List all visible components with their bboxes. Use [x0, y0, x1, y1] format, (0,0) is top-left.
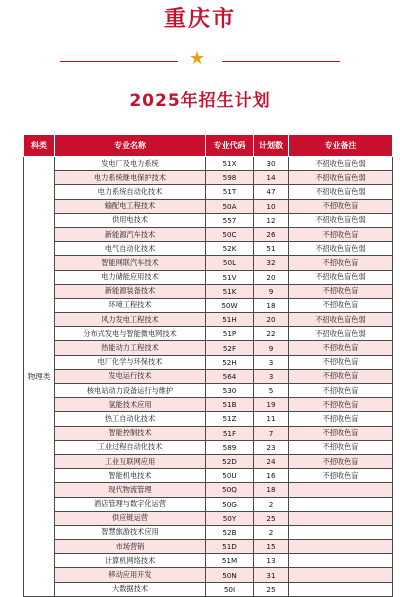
remarks-cell	[289, 568, 393, 582]
plan-count-cell: 13	[254, 554, 289, 568]
plan-count-cell: 20	[254, 313, 289, 327]
plan-count-cell: 20	[254, 270, 289, 284]
table-row	[24, 185, 393, 199]
remarks-cell: 不招收色盲	[289, 398, 393, 412]
table-row	[24, 199, 393, 213]
remarks-cell: 不招收色盲色弱	[289, 185, 393, 199]
table-row	[24, 511, 393, 525]
remarks-cell	[289, 525, 393, 539]
table-row	[24, 242, 393, 256]
table-row	[24, 554, 393, 568]
plan-count-cell: 30	[254, 157, 289, 171]
plan-count-cell: 9	[254, 341, 289, 355]
remarks-cell: 不招收色盲	[289, 341, 393, 355]
major-code-cell: 50A	[206, 199, 254, 213]
remarks-cell: 不招收色盲	[289, 440, 393, 454]
major-name-cell: 移动应用开发	[55, 568, 206, 582]
major-name-cell: 风力发电工程技术	[55, 313, 206, 327]
major-name-cell: 分布式发电与智能微电网技术	[55, 327, 206, 341]
table-row	[24, 256, 393, 270]
remarks-cell	[289, 511, 393, 525]
major-code-cell: 51X	[206, 157, 254, 171]
major-name-cell: 新能源汽车技术	[55, 227, 206, 241]
plan-count-cell: 7	[254, 426, 289, 440]
plan-count-cell: 23	[254, 440, 289, 454]
category-cell: 物理类	[24, 157, 55, 597]
major-code-cell: 50C	[206, 227, 254, 241]
remarks-cell: 不招收色盲	[289, 227, 393, 241]
major-code-cell: 50W	[206, 298, 254, 312]
major-code-cell: 50U	[206, 469, 254, 483]
major-name-cell: 现代物流管理	[55, 483, 206, 497]
plan-count-cell: 16	[254, 469, 289, 483]
major-name-cell: 智能机电技术	[55, 469, 206, 483]
major-name-cell: 输配电工程技术	[55, 199, 206, 213]
major-name-cell: 智慧旅游技术应用	[55, 525, 206, 539]
table-row	[24, 497, 393, 511]
major-code-cell: 51F	[206, 426, 254, 440]
remarks-cell: 不招收色盲色弱	[289, 270, 393, 284]
major-code-cell: 52F	[206, 341, 254, 355]
table-row	[24, 355, 393, 369]
major-code-cell: 51M	[206, 554, 254, 568]
table-row	[24, 568, 393, 582]
major-code-cell: 51T	[206, 185, 254, 199]
major-name-cell: 市场营销	[55, 540, 206, 554]
major-code-cell: 52D	[206, 454, 254, 468]
plan-count-cell: 12	[254, 213, 289, 227]
major-code-cell: 52K	[206, 242, 254, 256]
table-row	[24, 341, 393, 355]
major-name-cell: 氢能技术应用	[55, 398, 206, 412]
major-code-cell: 50G	[206, 497, 254, 511]
major-name-cell: 智能控制技术	[55, 426, 206, 440]
plan-count-cell: 5	[254, 384, 289, 398]
major-name-cell: 热工自动化技术	[55, 412, 206, 426]
plan-count-cell: 47	[254, 185, 289, 199]
major-code-cell: 50L	[206, 256, 254, 270]
major-code-cell: 564	[206, 369, 254, 383]
major-code-cell: 50Q	[206, 483, 254, 497]
major-name-cell: 供应链运营	[55, 511, 206, 525]
table-row	[24, 540, 393, 554]
plan-count-cell: 22	[254, 327, 289, 341]
remarks-cell	[289, 483, 393, 497]
divider-line-left	[60, 61, 178, 62]
table-row	[24, 426, 393, 440]
table-row	[24, 454, 393, 468]
table-body	[24, 157, 393, 597]
major-name-cell: 电厂化学与环保技术	[55, 355, 206, 369]
table-row	[24, 525, 393, 539]
remarks-cell: 不招收色盲	[289, 384, 393, 398]
remarks-cell: 不招收色盲	[289, 355, 393, 369]
remarks-cell: 不招收色盲色弱	[289, 313, 393, 327]
major-name-cell: 电气自动化技术	[55, 242, 206, 256]
major-name-cell: 智能网联汽车技术	[55, 256, 206, 270]
major-code-cell: 52H	[206, 355, 254, 369]
plan-count-cell: 15	[254, 540, 289, 554]
major-code-cell: 589	[206, 440, 254, 454]
major-code-cell: 51H	[206, 313, 254, 327]
header-plan-count: 计划数	[254, 135, 289, 157]
plan-count-cell: 19	[254, 398, 289, 412]
divider-line-right	[222, 61, 340, 62]
table-row	[24, 440, 393, 454]
major-code-cell: 51Z	[206, 412, 254, 426]
table-row	[24, 327, 393, 341]
plan-count-cell: 25	[254, 511, 289, 525]
major-name-cell: 新能源装备技术	[55, 284, 206, 298]
remarks-cell: 不招收色盲色弱	[289, 327, 393, 341]
major-name-cell: 供用电技术	[55, 213, 206, 227]
major-name-cell: 电力系统自动化技术	[55, 185, 206, 199]
table-row	[24, 469, 393, 483]
remarks-cell	[289, 497, 393, 511]
table-row	[24, 369, 393, 383]
remarks-cell: 不招收色盲色弱	[289, 213, 393, 227]
plan-count-cell: 14	[254, 171, 289, 185]
plan-count-cell: 3	[254, 355, 289, 369]
plan-count-cell: 11	[254, 412, 289, 426]
plan-count-cell: 2	[254, 497, 289, 511]
enrollment-table-container	[23, 134, 392, 597]
table-header-row	[24, 135, 393, 157]
star-icon: ★	[189, 48, 206, 69]
remarks-cell: 不招收色盲	[289, 256, 393, 270]
major-name-cell: 工业过程自动化技术	[55, 440, 206, 454]
table-row	[24, 398, 393, 412]
plan-count-cell: 31	[254, 568, 289, 582]
major-code-cell: 51P	[206, 327, 254, 341]
remarks-cell: 不招收色盲	[289, 426, 393, 440]
major-name-cell: 发电运行技术	[55, 369, 206, 383]
table-row	[24, 582, 393, 596]
major-name-cell: 计算机网络技术	[55, 554, 206, 568]
remarks-cell: 不招收色盲色弱	[289, 171, 393, 185]
title-divider	[0, 48, 400, 69]
major-name-cell: 酒店管理与数字化运营	[55, 497, 206, 511]
remarks-cell: 不招收色盲	[289, 469, 393, 483]
remarks-cell	[289, 582, 393, 596]
table-row	[24, 384, 393, 398]
plan-count-cell: 9	[254, 284, 289, 298]
major-name-cell: 环境工程技术	[55, 298, 206, 312]
remarks-cell: 不招收色盲	[289, 199, 393, 213]
major-code-cell: 51V	[206, 270, 254, 284]
header-category: 科类	[24, 135, 55, 157]
remarks-cell: 不招收色盲	[289, 369, 393, 383]
major-code-cell: 51B	[206, 398, 254, 412]
city-title: 重庆市	[163, 7, 236, 32]
remarks-cell: 不招收色盲色弱	[289, 242, 393, 256]
major-name-cell: 电力系统继电保护技术	[55, 171, 206, 185]
plan-count-cell: 10	[254, 199, 289, 213]
header-remarks: 专业备注	[289, 135, 393, 157]
table-row	[24, 483, 393, 497]
major-name-cell: 工业互联网应用	[55, 454, 206, 468]
major-name-cell: 核电站动力设备运行与维护	[55, 384, 206, 398]
remarks-cell: 不招收色盲	[289, 284, 393, 298]
major-name-cell: 大数据技术	[55, 582, 206, 596]
header-major-name: 专业名称	[55, 135, 206, 157]
major-name-cell: 热能动力工程技术	[55, 341, 206, 355]
remarks-cell	[289, 554, 393, 568]
table-row	[24, 412, 393, 426]
major-code-cell: 50Y	[206, 511, 254, 525]
plan-count-cell: 24	[254, 454, 289, 468]
plan-count-cell: 51	[254, 242, 289, 256]
table-row	[24, 313, 393, 327]
plan-count-cell: 2	[254, 525, 289, 539]
major-code-cell: 52B	[206, 525, 254, 539]
remarks-cell: 不招收色盲	[289, 454, 393, 468]
table-row	[24, 213, 393, 227]
major-code-cell: 51K	[206, 284, 254, 298]
major-code-cell: 50N	[206, 568, 254, 582]
plan-title: 2025年招生计划	[129, 91, 271, 111]
plan-count-cell: 3	[254, 369, 289, 383]
remarks-cell	[289, 540, 393, 554]
plan-count-cell: 18	[254, 298, 289, 312]
remarks-cell: 不招收色盲色弱	[289, 157, 393, 171]
enrollment-table	[23, 134, 393, 597]
plan-count-cell: 18	[254, 483, 289, 497]
table-row	[24, 157, 393, 171]
major-name-cell: 电力储能应用技术	[55, 270, 206, 284]
table-row	[24, 298, 393, 312]
major-code-cell: 530	[206, 384, 254, 398]
remarks-cell: 不招收色盲	[289, 298, 393, 312]
major-code-cell: 598	[206, 171, 254, 185]
table-row	[24, 227, 393, 241]
major-name-cell: 发电厂及电力系统	[55, 157, 206, 171]
plan-count-cell: 26	[254, 227, 289, 241]
header-major-code: 专业代码	[206, 135, 254, 157]
plan-count-cell: 25	[254, 582, 289, 596]
remarks-cell: 不招收色盲	[289, 412, 393, 426]
table-row	[24, 171, 393, 185]
plan-count-cell: 32	[254, 256, 289, 270]
major-code-cell: 50I	[206, 582, 254, 596]
major-code-cell: 51D	[206, 540, 254, 554]
table-row	[24, 284, 393, 298]
table-row	[24, 270, 393, 284]
major-code-cell: 557	[206, 213, 254, 227]
